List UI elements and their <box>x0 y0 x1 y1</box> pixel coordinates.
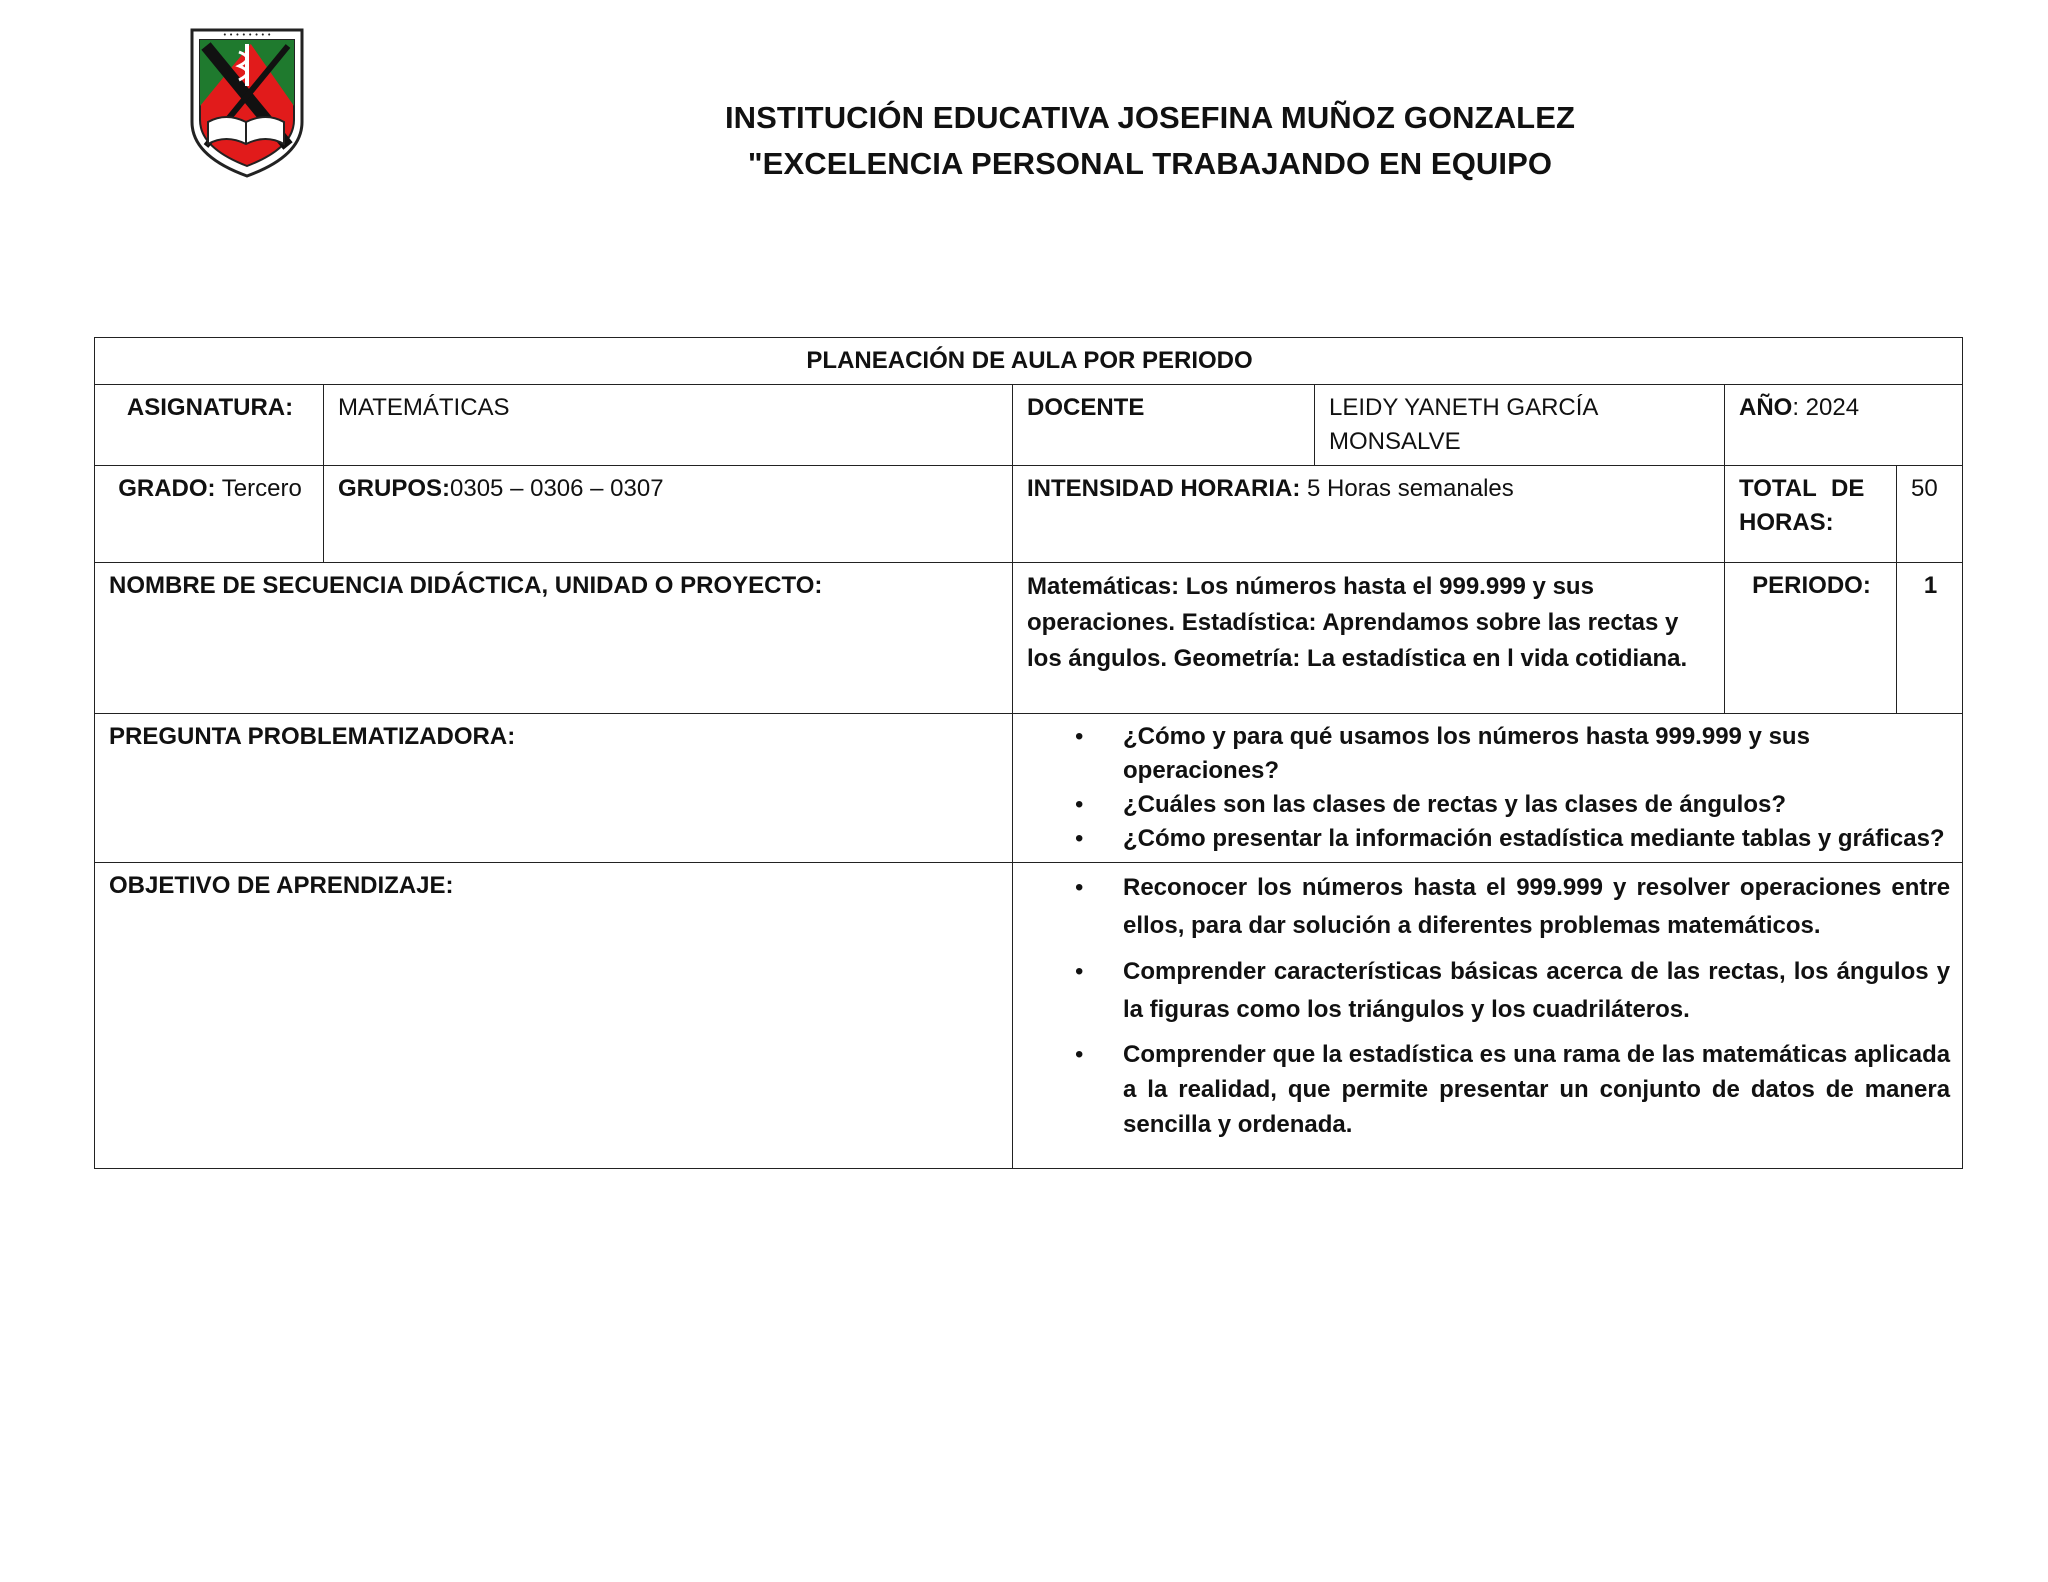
asignatura-label: ASIGNATURA: <box>95 385 324 466</box>
list-item: • Comprender que la estadística es una rama de las matemáticas aplicada a la realidad, que permite presentar un conjunto de datos de manera sencilla y ordenada. <box>1123 1037 1950 1142</box>
docente-value: LEIDY YANETH GARCÍA MONSALVE <box>1315 385 1725 466</box>
periodo-value: 1 <box>1897 563 1963 714</box>
pregunta-label: PREGUNTA PROBLEMATIZADORA: <box>95 714 1013 863</box>
grupos-label: GRUPOS: <box>338 475 451 502</box>
grado-value: Tercero <box>215 475 302 502</box>
list-item: • Reconocer los números hasta el 999.999 y resolver operaciones entre ellos, para dar solución a diferentes problemas matemáticos. <box>1123 869 1950 945</box>
asignatura-value: MATEMÁTICAS <box>324 385 1013 466</box>
total-horas-label: TOTAL DE HORAS: <box>1725 466 1897 563</box>
objetivos-cell <box>1013 863 1963 1169</box>
grupos-cell <box>324 466 1013 563</box>
ano-value: : 2024 <box>1792 394 1860 421</box>
planning-table <box>94 337 1963 1169</box>
grupos-value: 0305 – 0306 – 0307 <box>450 475 664 502</box>
svg-text:• • • • • • • •: • • • • • • • • <box>222 31 272 39</box>
preguntas-cell <box>1013 714 1963 863</box>
preguntas-list <box>1027 720 1950 856</box>
grado-cell <box>95 466 324 563</box>
institution-motto: "EXCELENCIA PERSONAL TRABAJANDO EN EQUIPO <box>747 146 1553 181</box>
intensidad-cell <box>1013 466 1725 563</box>
intensidad-label: INTENSIDAD HORARIA: <box>1027 475 1301 502</box>
objetivos-list <box>1027 869 1950 1142</box>
list-item: • Comprender características básicas acerca de las rectas, los ángulos y la figuras como los triángulos y los cuadriláteros. <box>1123 953 1950 1029</box>
periodo-label: PERIODO: <box>1725 563 1897 714</box>
institution-name: INSTITUCIÓN EDUCATIVA JOSEFINA MUÑOZ GONZALEZ <box>724 100 1576 135</box>
grado-label: GRADO: <box>118 475 216 502</box>
list-item: • ¿Cómo y para qué usamos los números hasta 999.999 y sus operaciones? <box>1123 720 1950 788</box>
ano-label: AÑO <box>1739 394 1793 421</box>
list-item: • ¿Cómo presentar la información estadística mediante tablas y gráficas? <box>1123 822 1950 856</box>
intensidad-value: 5 Horas semanales <box>1300 475 1514 502</box>
school-shield-crest-icon <box>184 26 310 178</box>
secuencia-label: NOMBRE DE SECUENCIA DIDÁCTICA, UNIDAD O PROYECTO: <box>95 563 1013 714</box>
docente-label: DOCENTE <box>1013 385 1315 466</box>
document-header <box>520 95 1780 187</box>
objetivo-label: OBJETIVO DE APRENDIZAJE: <box>95 863 1013 1169</box>
plan-title: PLANEACIÓN DE AULA POR PERIODO <box>95 338 1963 385</box>
list-item: • ¿Cuáles son las clases de rectas y las clases de ángulos? <box>1123 788 1950 822</box>
ano-cell <box>1725 385 1963 466</box>
secuencia-value: Matemáticas: Los números hasta el 999.999 y sus operaciones. Estadística: Aprendamos sobre las rectas y los ángulos. Geometría: La estadística en l vida cotidiana. <box>1013 563 1725 714</box>
total-horas-value: 50 <box>1897 466 1963 563</box>
